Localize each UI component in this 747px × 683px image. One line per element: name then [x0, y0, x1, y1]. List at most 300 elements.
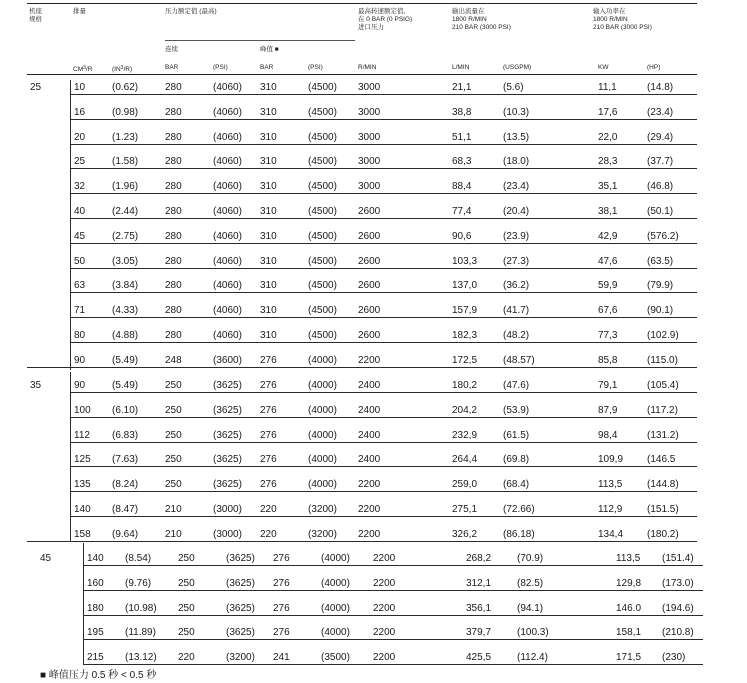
cell-in3-r: (0.62) — [112, 82, 139, 93]
cell-cm3-r: 195 — [87, 627, 104, 639]
cell-r-min: 2600 — [358, 206, 381, 217]
table-row — [0, 200, 747, 224]
cell-hp: (29.4) — [647, 131, 674, 143]
cell-in3-r: (13.12) — [125, 652, 157, 664]
cell-peak-bar: 276 — [260, 454, 277, 466]
cell-r-min: 2400 — [358, 404, 381, 416]
cell-cont-psi: (4060) — [213, 156, 242, 168]
cell-cont-psi: (3625) — [226, 627, 255, 639]
frame-size-label: 25 — [30, 82, 42, 93]
cell-cm3-r: 160 — [87, 577, 104, 589]
cell-peak-bar: 310 — [260, 255, 277, 267]
footnote: ■ 峰值压力 0.5 秒 < 0.5 秒 — [40, 670, 157, 681]
table-row — [0, 572, 747, 596]
cell-in3-r: (1.23) — [112, 131, 139, 143]
cell-peak-bar: 310 — [260, 131, 277, 143]
cell-in3-r: (9.76) — [125, 577, 152, 589]
cell-cont-psi: (4060) — [213, 280, 242, 292]
cell-peak-bar: 276 — [273, 553, 290, 564]
cell-cont-psi: (4060) — [213, 106, 242, 118]
cell-usgpm: (23.4) — [503, 181, 530, 193]
cell-cont-psi: (3625) — [213, 429, 242, 441]
cell-usgpm: (23.9) — [503, 230, 530, 242]
cell-in3-r: (1.96) — [112, 181, 139, 193]
cell-in3-r: (6.83) — [112, 429, 139, 441]
cell-kw: 47,6 — [598, 255, 618, 267]
cell-cm3-r: 125 — [74, 454, 91, 466]
cell-peak-psi: (4500) — [308, 106, 337, 118]
cell-cont-psi: (4060) — [213, 82, 242, 93]
row-rule — [70, 119, 697, 120]
cell-cont-psi: (4060) — [213, 230, 242, 242]
header-sub-rule — [165, 40, 355, 41]
cell-peak-psi: (3200) — [308, 504, 337, 515]
cell-usgpm: (72.66) — [503, 504, 535, 515]
unit-bar-peak: BAR — [260, 64, 274, 71]
cell-kw: 113,5 — [616, 553, 641, 564]
cell-peak-psi: (4500) — [308, 230, 337, 242]
table-row — [0, 299, 747, 323]
cell-peak-psi: (4000) — [321, 602, 350, 614]
cell-usgpm: (13.5) — [503, 131, 530, 143]
cell-l-min: 268,2 — [466, 553, 492, 564]
cell-cm3-r: 20 — [74, 131, 86, 143]
cell-kw: 87,9 — [598, 404, 618, 416]
header-frame-size: 机座 规格 — [29, 8, 42, 23]
cell-kw: 98,4 — [598, 429, 618, 441]
cell-hp: (46.8) — [647, 181, 674, 193]
cell-cont-bar: 280 — [165, 330, 182, 341]
cell-hp: (144.8) — [647, 479, 679, 491]
cell-peak-psi: (4500) — [308, 156, 337, 168]
table-row — [0, 498, 747, 522]
unit-cm3: $CM^3/R$ — [73, 65, 93, 73]
cell-cont-bar: 250 — [165, 429, 182, 441]
cell-hp: (146.5 — [647, 454, 676, 466]
cell-cm3-r: 32 — [74, 181, 86, 193]
cell-r-min: 2200 — [373, 577, 396, 589]
cell-l-min: 356,1 — [466, 602, 492, 614]
cell-l-min: 88,4 — [452, 181, 472, 193]
unit-kw: KW — [598, 64, 609, 71]
cell-in3-r: (0.98) — [112, 106, 139, 118]
cell-cont-bar: 250 — [165, 380, 182, 391]
cell-cont-psi: (4060) — [213, 131, 242, 143]
cell-l-min: 275,1 — [452, 504, 478, 515]
cell-r-min: 2200 — [373, 602, 396, 614]
cell-kw: 42,9 — [598, 230, 618, 242]
cell-cont-psi: (3625) — [213, 479, 242, 491]
cell-cont-psi: (3625) — [226, 577, 255, 589]
cell-usgpm: (112.4) — [517, 652, 548, 664]
frame-size-label: 35 — [30, 380, 42, 391]
cell-peak-bar: 310 — [260, 206, 277, 217]
cell-in3-r: (2.75) — [112, 230, 139, 242]
cell-peak-bar: 310 — [260, 156, 277, 168]
cell-peak-psi: (4000) — [321, 577, 350, 589]
table-row — [0, 473, 747, 497]
cell-peak-bar: 220 — [260, 528, 277, 540]
row-rule — [70, 292, 697, 293]
cell-hp: (180.2) — [647, 528, 679, 540]
cell-usgpm: (47.6) — [503, 380, 530, 391]
cell-peak-psi: (4000) — [321, 553, 350, 564]
table-row — [0, 324, 747, 348]
table-row — [0, 523, 747, 547]
cell-kw: 35,1 — [598, 181, 618, 193]
cell-peak-bar: 310 — [260, 280, 277, 292]
cell-cont-psi: (4060) — [213, 330, 242, 341]
cell-kw: 79,1 — [598, 380, 618, 391]
cell-r-min: 2200 — [358, 354, 381, 366]
cell-peak-bar: 276 — [260, 380, 277, 391]
cell-kw: 28,3 — [598, 156, 618, 168]
row-rule — [70, 392, 697, 393]
table-row — [0, 150, 747, 174]
table-row — [0, 547, 747, 571]
cell-l-min: 172,5 — [452, 354, 478, 366]
row-rule — [70, 193, 697, 194]
table-row — [0, 250, 747, 274]
cell-hp: (105.4) — [647, 380, 679, 391]
cell-cont-bar: 280 — [165, 230, 182, 242]
cell-cm3-r: 135 — [74, 479, 91, 491]
row-rule — [70, 243, 697, 244]
row-rule — [70, 516, 697, 517]
cell-hp: (79.9) — [647, 280, 674, 292]
cell-kw: 109,9 — [598, 454, 624, 466]
row-rule — [83, 590, 703, 591]
cell-r-min: 2600 — [358, 330, 381, 341]
table-row — [0, 175, 747, 199]
cell-usgpm: (53.9) — [503, 404, 530, 416]
cell-in3-r: (8.54) — [125, 553, 152, 564]
cell-hp: (194.6) — [662, 602, 694, 614]
cell-hp: (115.0) — [647, 354, 678, 366]
cell-kw: 59,9 — [598, 280, 618, 292]
unit-in3: $(IN^3/R)$ — [112, 65, 133, 73]
cell-cm3-r: 50 — [74, 255, 86, 267]
table-row — [0, 126, 747, 150]
cell-l-min: 157,9 — [452, 305, 478, 317]
cell-l-min: 182,3 — [452, 330, 478, 341]
cell-cont-bar: 280 — [165, 305, 182, 317]
row-rule — [70, 317, 697, 318]
cell-hp: (210.8) — [662, 627, 694, 639]
cell-peak-bar: 220 — [260, 504, 277, 515]
cell-cont-bar: 250 — [165, 404, 182, 416]
header-power: 输入功率在 1800 R/MIN 210 BAR (3000 PSI) — [593, 8, 652, 31]
cell-l-min: 232,9 — [452, 429, 478, 441]
cell-kw: 158,1 — [616, 627, 642, 639]
table-row — [0, 101, 747, 125]
cell-usgpm: (41.7) — [503, 305, 530, 317]
cell-usgpm: (20.4) — [503, 206, 530, 217]
cell-r-min: 2200 — [358, 504, 381, 515]
cell-hp: (230) — [662, 652, 686, 664]
cell-r-min: 2400 — [358, 380, 381, 391]
cell-kw: 146.0 — [616, 602, 642, 614]
row-rule — [70, 168, 697, 169]
cell-r-min: 2200 — [358, 479, 381, 491]
header-continuous: 连续 — [165, 46, 178, 53]
row-rule — [83, 565, 703, 566]
cell-hp: (90.1) — [647, 305, 674, 317]
cell-hp: (14.8) — [647, 82, 674, 93]
cell-r-min: 2600 — [358, 280, 381, 292]
cell-l-min: 312,1 — [466, 577, 492, 589]
cell-cont-psi: (4060) — [213, 206, 242, 217]
table-row — [0, 374, 747, 398]
row-rule — [83, 664, 703, 665]
table-row — [0, 76, 747, 100]
unit-psi-continuous: (PSI) — [213, 64, 228, 71]
cell-l-min: 326,2 — [452, 528, 478, 540]
cell-peak-bar: 310 — [260, 181, 277, 193]
cell-cm3-r: 45 — [74, 230, 86, 242]
cell-cont-bar: 220 — [178, 652, 195, 664]
unit-hp: (HP) — [647, 64, 661, 71]
cell-in3-r: (6.10) — [112, 404, 139, 416]
cell-r-min: 2200 — [373, 553, 396, 564]
cell-cont-bar: 250 — [165, 479, 182, 491]
cell-peak-bar: 276 — [273, 602, 290, 614]
row-rule — [27, 367, 697, 368]
unit-usgpm: (USGPM) — [503, 64, 532, 71]
cell-l-min: 68,3 — [452, 156, 472, 168]
cell-in3-r: (5.49) — [112, 354, 139, 366]
cell-usgpm: (48.2) — [503, 330, 530, 341]
cell-cont-bar: 250 — [178, 602, 195, 614]
cell-usgpm: (10.3) — [503, 106, 530, 118]
cell-kw: 11,1 — [598, 82, 617, 93]
cell-hp: (63.5) — [647, 255, 674, 267]
header-top-rule — [27, 3, 697, 4]
table-row — [0, 225, 747, 249]
cell-cm3-r: 112 — [74, 429, 90, 441]
cell-cont-psi: (3625) — [213, 404, 242, 416]
header-peak: 峰值 ■ — [260, 46, 279, 53]
cell-cont-bar: 280 — [165, 156, 182, 168]
cell-in3-r: (9.64) — [112, 528, 139, 540]
cell-peak-bar: 276 — [260, 479, 277, 491]
cell-l-min: 259,0 — [452, 479, 478, 491]
cell-in3-r: (4.88) — [112, 330, 139, 341]
cell-cont-bar: 248 — [165, 354, 182, 366]
table-row — [0, 448, 747, 472]
cell-peak-psi: (4500) — [308, 131, 337, 143]
cell-in3-r: (10.98) — [125, 602, 157, 614]
cell-r-min: 3000 — [358, 82, 381, 93]
cell-cont-bar: 250 — [178, 577, 195, 589]
cell-r-min: 3000 — [358, 106, 381, 118]
cell-cont-psi: (3600) — [213, 354, 242, 366]
cell-l-min: 264,4 — [452, 454, 478, 466]
cell-cm3-r: 40 — [74, 206, 86, 217]
cell-cm3-r: 10 — [74, 82, 86, 93]
cell-peak-psi: (4000) — [321, 627, 350, 639]
cell-cont-bar: 280 — [165, 280, 182, 292]
cell-peak-bar: 241 — [273, 652, 290, 664]
cell-cont-psi: (3625) — [213, 454, 242, 466]
frame-size-label: 45 — [40, 553, 52, 564]
cell-peak-bar: 310 — [260, 230, 277, 242]
cell-cont-psi: (3625) — [226, 553, 255, 564]
cell-in3-r: (11.89) — [125, 627, 156, 639]
cell-hp: (131.2) — [647, 429, 679, 441]
cell-usgpm: (5.6) — [503, 82, 524, 93]
cell-hp: (173.0) — [662, 577, 694, 589]
cell-kw: 22,0 — [598, 131, 618, 143]
cell-r-min: 3000 — [358, 156, 381, 168]
cell-cont-psi: (4060) — [213, 305, 242, 317]
cell-cont-bar: 280 — [165, 206, 182, 217]
cell-kw: 17,6 — [598, 106, 618, 118]
cell-l-min: 38,8 — [452, 106, 472, 118]
cell-peak-psi: (4500) — [308, 305, 337, 317]
cell-cont-bar: 250 — [178, 627, 195, 639]
cell-hp: (151.4) — [662, 553, 694, 564]
cell-usgpm: (94.1) — [517, 602, 544, 614]
table-header — [0, 0, 747, 76]
cell-in3-r: (7.63) — [112, 454, 139, 466]
cell-in3-r: (2.44) — [112, 206, 139, 217]
cell-l-min: 103,3 — [452, 255, 478, 267]
cell-in3-r: (1.58) — [112, 156, 139, 168]
cell-l-min: 77,4 — [452, 206, 472, 217]
cell-r-min: 2600 — [358, 230, 381, 242]
cell-cont-bar: 280 — [165, 106, 182, 118]
cell-r-min: 2200 — [373, 627, 396, 639]
cell-peak-psi: (3200) — [308, 528, 337, 540]
cell-peak-psi: (4000) — [308, 429, 337, 441]
cell-peak-bar: 276 — [260, 429, 277, 441]
cell-peak-psi: (4500) — [308, 330, 337, 341]
cell-hp: (50.1) — [647, 206, 674, 217]
table-row — [0, 274, 747, 298]
cell-peak-psi: (4500) — [308, 255, 337, 267]
row-rule — [70, 466, 697, 467]
cell-hp: (117.2) — [647, 404, 678, 416]
cell-cont-psi: (4060) — [213, 255, 242, 267]
cell-l-min: 425,5 — [466, 652, 492, 664]
cell-peak-psi: (4000) — [308, 354, 337, 366]
cell-r-min: 2600 — [358, 305, 381, 317]
row-rule — [70, 417, 697, 418]
cell-cm3-r: 140 — [87, 553, 104, 564]
cell-peak-psi: (4500) — [308, 280, 337, 292]
cell-peak-psi: (4500) — [308, 82, 337, 93]
cell-usgpm: (18.0) — [503, 156, 530, 168]
cell-kw: 67,6 — [598, 305, 618, 317]
cell-l-min: 180,2 — [452, 380, 478, 391]
cell-peak-psi: (4000) — [308, 479, 337, 491]
cell-kw: 134,4 — [598, 528, 624, 540]
cell-r-min: 3000 — [358, 131, 381, 143]
cell-cm3-r: 63 — [74, 280, 86, 292]
cell-peak-bar: 276 — [260, 404, 277, 416]
cell-cont-psi: (4060) — [213, 181, 242, 193]
cell-r-min: 2600 — [358, 255, 381, 267]
cell-peak-bar: 276 — [273, 627, 290, 639]
header-flow: 输出流量在 1800 R/MIN 210 BAR (3000 PSI) — [452, 8, 511, 31]
cell-cont-bar: 250 — [178, 553, 195, 564]
cell-cm3-r: 90 — [74, 380, 86, 391]
cell-hp: (151.5) — [647, 504, 679, 515]
cell-peak-psi: (4000) — [308, 454, 337, 466]
cell-peak-psi: (3500) — [321, 652, 350, 664]
cell-r-min: 2400 — [358, 454, 381, 466]
cell-in3-r: (4.33) — [112, 305, 139, 317]
cell-peak-bar: 276 — [260, 354, 277, 366]
cell-usgpm: (36.2) — [503, 280, 530, 292]
header-displacement: 排量 — [73, 8, 86, 15]
cell-cont-psi: (3625) — [213, 380, 242, 391]
cell-usgpm: (70.9) — [517, 553, 544, 564]
cell-l-min: 137,0 — [452, 280, 478, 292]
unit-psi-peak: (PSI) — [308, 64, 323, 71]
cell-hp: (23.4) — [647, 106, 674, 118]
table-row — [0, 597, 747, 621]
cell-cont-bar: 250 — [165, 454, 182, 466]
cell-r-min: 2200 — [373, 652, 396, 664]
table-row — [0, 646, 747, 670]
cell-usgpm: (61.5) — [503, 429, 530, 441]
row-rule — [70, 442, 697, 443]
cell-cont-bar: 210 — [165, 504, 182, 515]
unit-rmin: R/MIN — [358, 64, 377, 71]
table-row — [0, 424, 747, 448]
cell-cont-psi: (3625) — [226, 602, 255, 614]
cell-cm3-r: 180 — [87, 602, 104, 614]
cell-peak-psi: (4000) — [308, 380, 337, 391]
row-rule — [70, 94, 697, 95]
row-rule — [70, 218, 697, 219]
cell-in3-r: (3.84) — [112, 280, 139, 292]
cell-usgpm: (69.8) — [503, 454, 530, 466]
cell-kw: 129,8 — [616, 577, 642, 589]
cell-l-min: 21,1 — [452, 82, 472, 93]
cell-usgpm: (82.5) — [517, 577, 544, 589]
unit-bar-continuous: BAR — [165, 64, 179, 71]
cell-kw: 85,8 — [598, 354, 618, 366]
cell-cont-psi: (3000) — [213, 528, 242, 540]
row-rule — [83, 615, 703, 616]
cell-l-min: 204,2 — [452, 404, 478, 416]
cell-r-min: 3000 — [358, 181, 381, 193]
cell-cm3-r: 158 — [74, 528, 91, 540]
cell-usgpm: (86.18) — [503, 528, 535, 540]
cell-hp: (102.9) — [647, 330, 679, 341]
cell-cm3-r: 71 — [74, 305, 86, 317]
cell-in3-r: (5.49) — [112, 380, 139, 391]
cell-r-min: 2200 — [358, 528, 381, 540]
cell-cont-bar: 280 — [165, 255, 182, 267]
cell-hp: (576.2) — [647, 230, 679, 242]
unit-lmin: L/MIN — [452, 64, 470, 71]
cell-cont-bar: 280 — [165, 131, 182, 143]
cell-cm3-r: 90 — [74, 354, 86, 366]
cell-kw: 113,5 — [598, 479, 623, 491]
cell-peak-bar: 276 — [273, 577, 290, 589]
cell-cont-bar: 280 — [165, 82, 182, 93]
cell-peak-psi: (4500) — [308, 206, 337, 217]
cell-peak-bar: 310 — [260, 330, 277, 341]
table-row — [0, 399, 747, 423]
cell-l-min: 90,6 — [452, 230, 472, 242]
cell-cm3-r: 140 — [74, 504, 91, 515]
header-max-speed: 最高转速额定值, 在 0 BAR (0 PSIG) 进口压力 — [358, 8, 413, 31]
